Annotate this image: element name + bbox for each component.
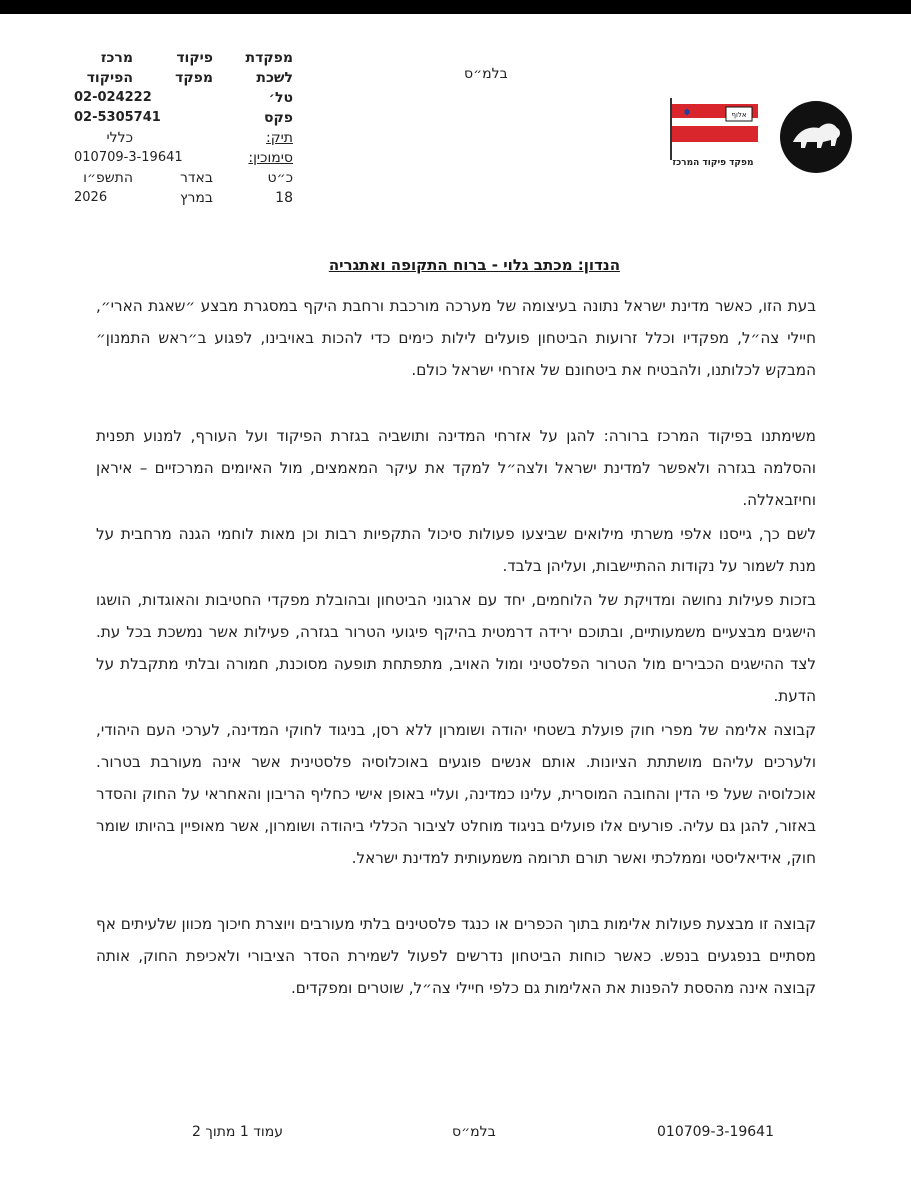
flag-caption: מפקד פיקוד המרכז [672,158,754,168]
header-left-5: כללי [106,130,133,146]
footer-classification: בלמ״ס [452,1124,496,1140]
header-left-2: הפיקוד [86,70,133,86]
rank-badge-text: אלוף [731,111,747,119]
header-right-2: לשכת [256,70,293,86]
header-mid-1: פיקוד [176,50,213,66]
subject-line: הנדון: מכתב גלוי - ברוח התקופה ואתגריה [328,256,620,274]
header-right-3: טל׳ [268,90,293,106]
footer-reference: 010709-3-19641 [657,1124,774,1140]
paragraph-4: בזכות פעילות נחושה ומדויקת של הלוחמים, יחד עם ארגוני הביטחון ובהובלת מפקדי החטיבות והאוגדות, הושגו הישגים מבצעיים משמעותיים, ובתוכם ירידה דרמטית בהיקף פיגועי הטרור בגזרה, פעילות אשר נמשכת בכל עת. לצד ההישגים הכבירים מול הטרור הפלסטיני ומול האויב, מתפתחת תופעה מסוכנת, חמורה ובלתי מתקבלת על הדעת. [96,591,816,705]
lion-emblem-logo [779,100,853,174]
header-right-7: כ״ט [267,170,293,186]
header-left-1: מרכז [100,50,133,66]
flag-pole [670,98,672,160]
header-left-6: 010709-3-19641 [74,150,183,165]
classification-top: בלמ״ס [464,66,508,82]
paragraph-5: קבוצה אלימה של מפרי חוק פועלת בשטחי יהודה ושומרון ללא רסן, בניגוד לחוקי המדינה, לערכי העם היהודי, ולערכים עליהם מושתתת הציונות. אותם אנשים פוגעים באוכלוסיה פלסטינית אשר אינה מעורבת בטרור. אוכלוסיה שעל פי הדין והחובה המוסרית, עלינו כמדינה, ועליי באופן אישי כחליף הריבון והאחראי על החוק והסדר באזור, להגן גם עליה. פורעים אלו פועלים בניגוד מוחלט לציבור הכללי ביהודה ושומרון, אשר מאופיין בהיותו שומר חוק, אידיאליסטי וממלכתי ואשר תורם תרומה משמעותית למדינת ישראל. [96,721,816,867]
paragraph-2: משימתנו בפיקוד המרכז ברורה: להגן על אזרחי המדינה ותושביה בגזרת הפיקוד ועל העורף, למנוע תפנית והסלמה בגזרה ולאפשר למדינת ישראל ולצה״ל למקד את עיקר המאמצים, מול האיומים המרכזיים – איראן וחיזבאללה. [96,427,816,509]
header-left-3: 02-024222 [74,90,152,105]
top-black-bar [0,0,911,14]
header-right-4: פקס [263,110,293,126]
header-right-5: תיק: [266,130,293,146]
header-mid-2: מפקד [175,70,213,86]
header-mid-7: באדר [180,170,213,186]
paragraph-3: לשם כך, גייסנו אלפי משרתי מילואים שביצעו פעולות סיכול התקפיות רבות וכן מאות לוחמי הגנה מרחבית על מנת לשמור על נקודות ההתיישבות, ועליהן בלבד. [96,525,816,575]
paragraph-6: קבוצה זו מבצעת פעולות אלימות בתוך הכפרים או כנגד פלסטינים בלתי מעורבים ויוצרת חיכוך מכוון שלעיתים אף מסתיים בנפגעים בנפש. כאשר כוחות הביטחון נדרשים לפעול לשמירת הסדר הציבורי ולאכיפת החוק, אותה קבוצה אינה מהססת להפנות את האלימות גם כלפי חיילי צה״ל, שוטרים ומפקדים. [96,915,816,997]
paragraph-1: בעת הזו, כאשר מדינת ישראל נתונה בעיצומה של מערכה מורכבת ורחבת היקף במסגרת מבצע ״שאגת הארי״, חיילי צה״ל, מפקדיו וכלל זרועות הביטחון פועלים לילות כימים כדי להכות באויבינו, לפגוע ב״ראש התמנון״ המבקש לכלותנו, ולהבטיח את ביטחונם של אזרחי ישראל כולם. [96,297,816,379]
header-mid-8: במרץ [179,190,213,206]
header-left-4: 02-5305741 [74,110,161,125]
header-right-8: 18 [275,190,293,206]
footer-page-number: עמוד 1 מתוך 2 [192,1124,283,1140]
header-left-8: 2026 [74,190,108,205]
header-right-1: מפקדת [245,50,293,66]
header-right-6: סימוכין: [248,150,293,166]
header-left-7: התשפ״ו [83,170,133,186]
